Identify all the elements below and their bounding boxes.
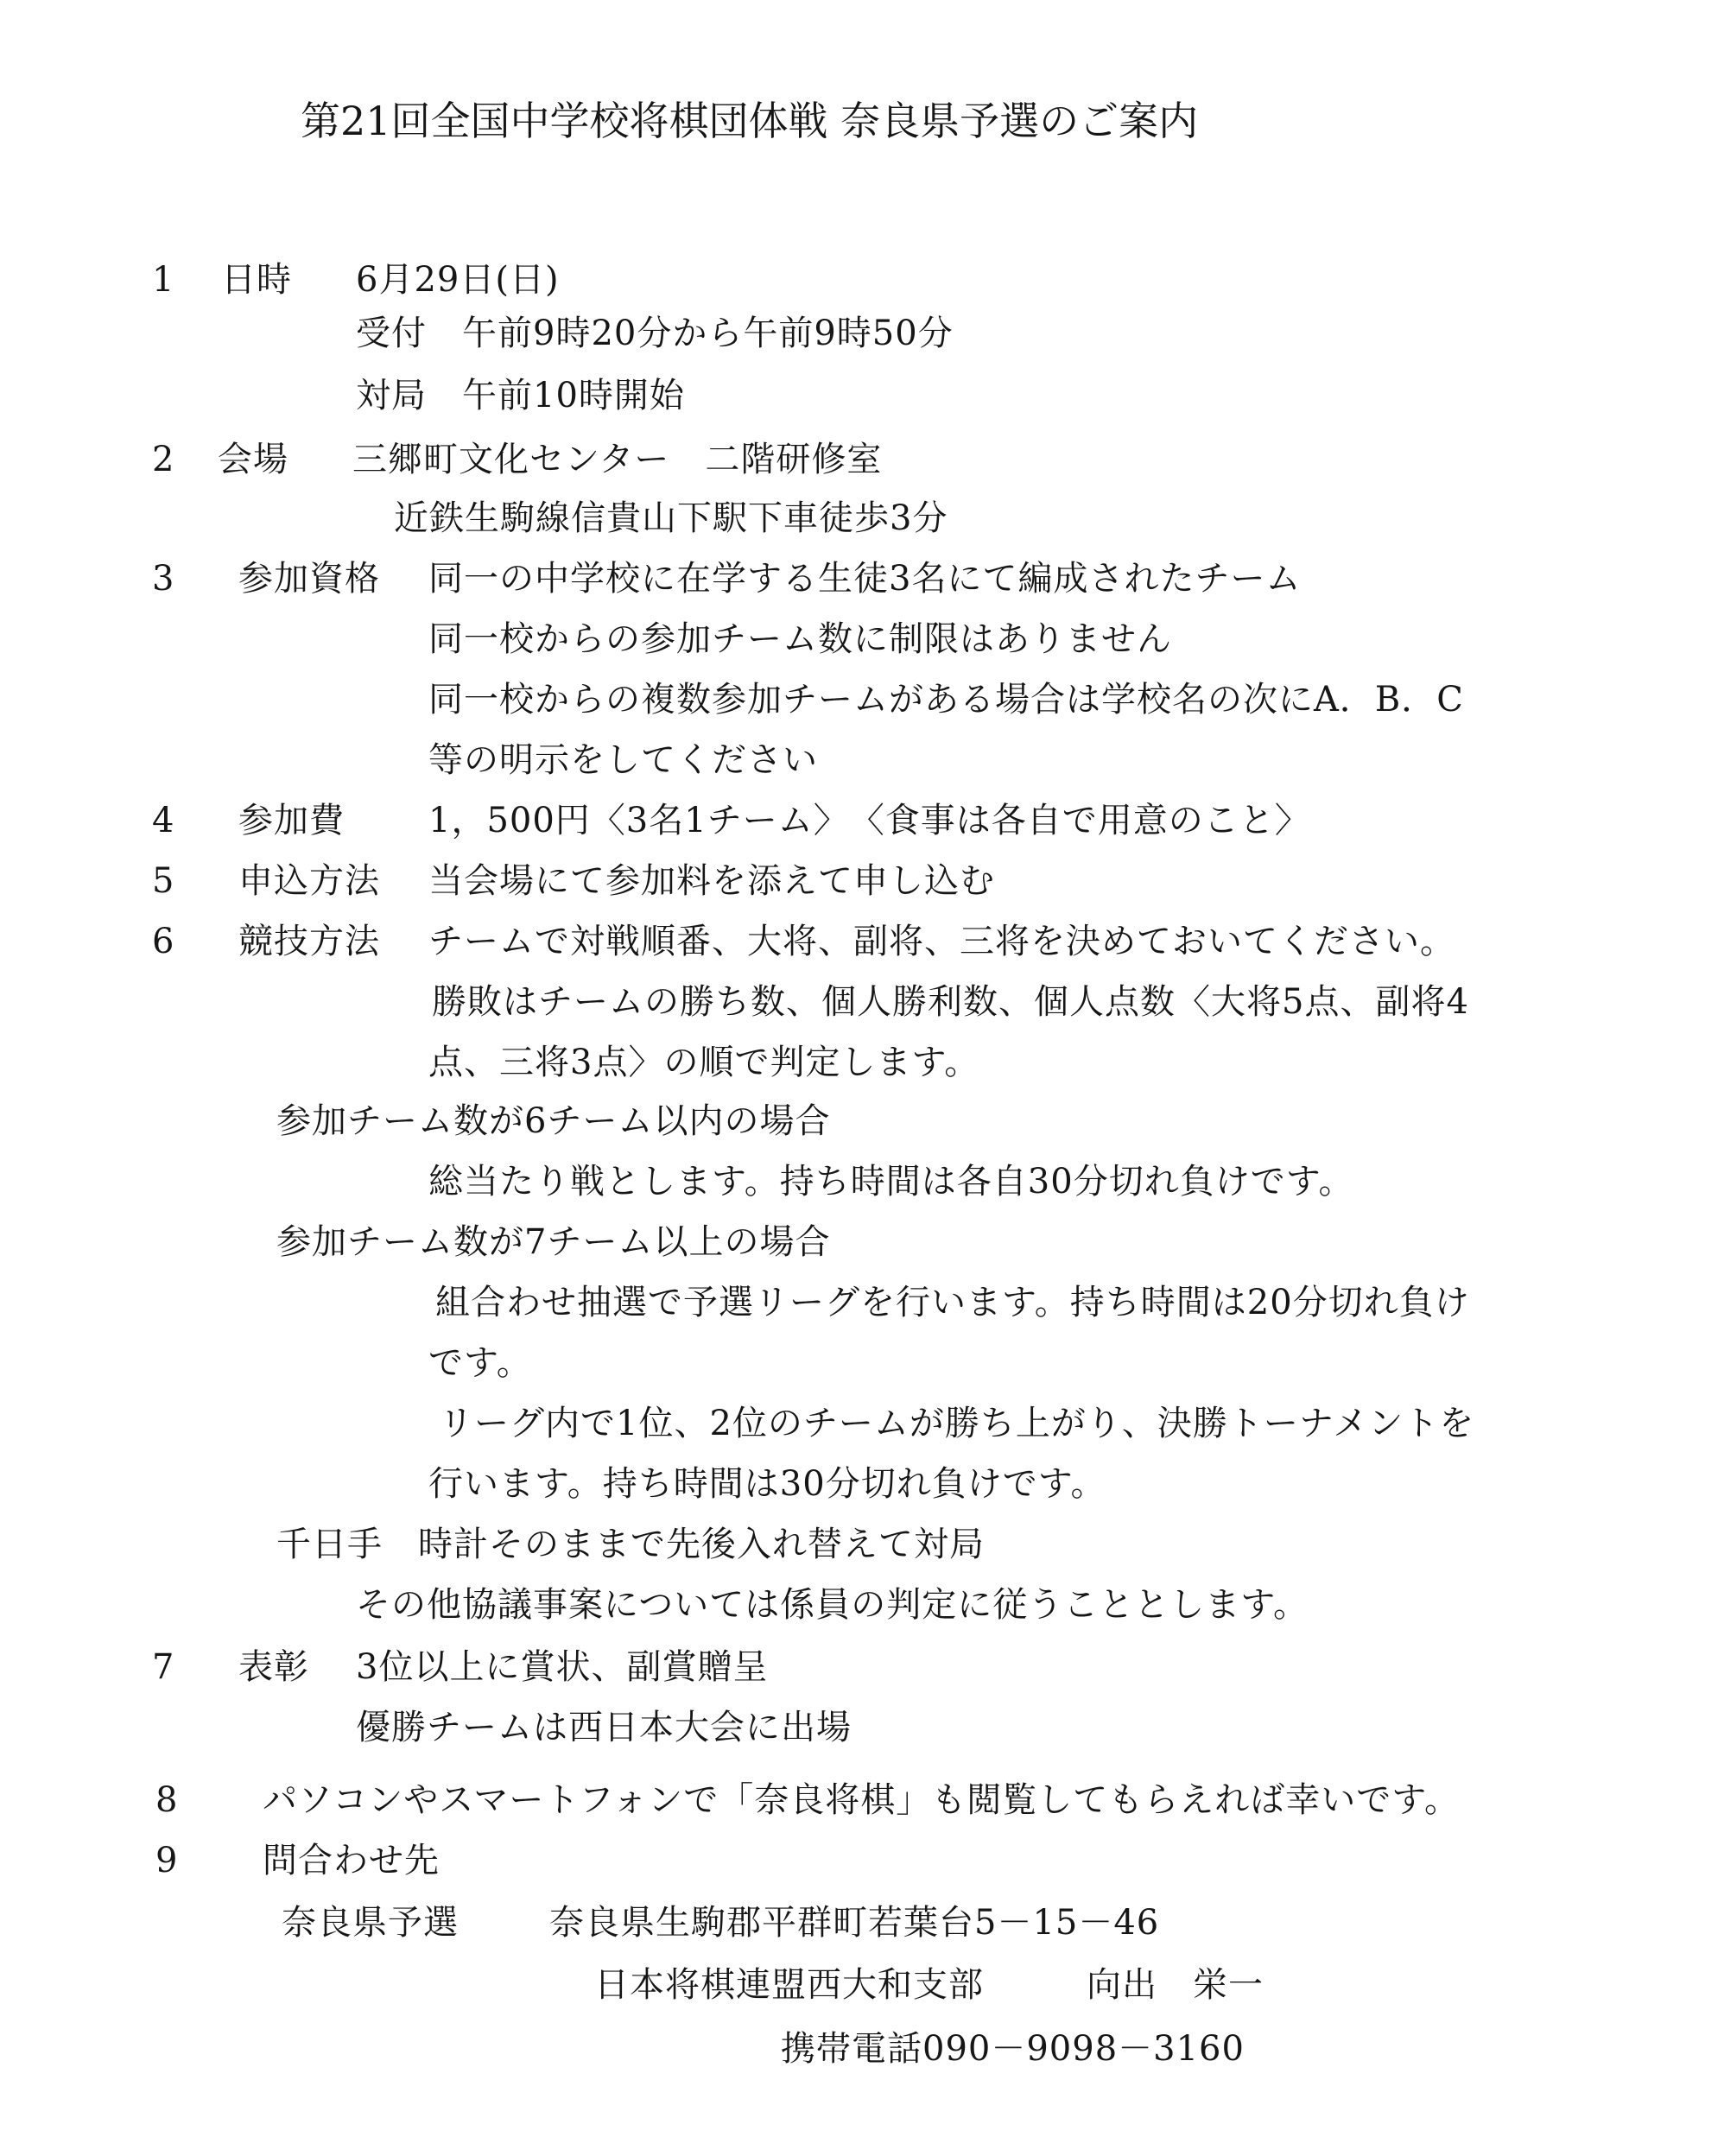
item-6-case-1-body: 総当たり戦とします。持ち時間は各自30分切れ負けです。: [428, 1162, 1354, 1202]
item-3-label: 参加資格: [238, 559, 380, 599]
item-6-case-2-heading: 参加チーム数が7チーム以上の場合: [276, 1222, 831, 1262]
item-3-line-2: 同一校からの参加チーム数に制限はありません: [428, 619, 1172, 659]
item-1-reception: 受付 午前9時20分から午前9時50分: [356, 314, 954, 353]
item-9-region: 奈良県予選: [282, 1903, 459, 1943]
item-2-number: 2: [152, 440, 175, 479]
item-7-line-2: 優勝チームは西日本大会に出場: [356, 1708, 852, 1747]
item-1-start: 対局 午前10時開始: [356, 376, 685, 415]
item-6-number: 6: [152, 922, 175, 961]
item-2-venue: 三郷町文化センター 二階研修室: [352, 440, 883, 479]
item-7-label: 表彰: [238, 1647, 309, 1687]
item-3-line-4: 等の明示をしてください: [428, 740, 818, 780]
item-6-other: その他協議事案については係員の判定に従うこととします。: [356, 1585, 1309, 1625]
item-6-label: 競技方法: [238, 922, 380, 961]
item-5-text: 当会場にて参加料を添えて申し込む: [428, 861, 995, 901]
item-6-case-1-heading: 参加チーム数が6チーム以内の場合: [276, 1101, 831, 1141]
item-5-label: 申込方法: [238, 861, 380, 901]
item-4-label: 参加費: [238, 801, 345, 840]
item-8-text: パソコンやスマートフォンで「奈良将棋」も閲覧してもらえれば幸いです。: [263, 1780, 1460, 1820]
item-9-organization: 日本将棋連盟西大和支部: [594, 1965, 984, 2005]
item-9-address: 奈良県生駒郡平群町若葉台5－15－46: [549, 1903, 1160, 1943]
item-9-phone: 携帯電話090－9098－3160: [781, 2029, 1245, 2069]
item-7-line-1: 3位以上に賞状、副賞贈呈: [356, 1647, 769, 1687]
item-6-line-2: 勝敗はチームの勝ち数、個人勝利数、個人点数〈大将5点、副将4: [432, 982, 1469, 1022]
item-2-label: 会場: [218, 440, 288, 479]
item-5-number: 5: [152, 861, 175, 901]
item-1-number: 1: [152, 260, 175, 300]
item-6-line-1: チームで対戦順番、大将、副将、三将を決めておいてください。: [428, 922, 1455, 961]
item-3-number: 3: [152, 559, 175, 599]
item-3-line-1: 同一の中学校に在学する生徒3名にて編成されたチーム: [428, 559, 1302, 599]
item-6-sennichite: 千日手 時計そのままで先後入れ替えて対局: [276, 1525, 985, 1564]
item-1-label: 日時: [221, 260, 292, 300]
item-6-case-2-body-3: リーグ内で1位、2位のチームが勝ち上がり、決勝トーナメントを: [439, 1404, 1475, 1443]
item-6-case-2-body-2: です。: [428, 1343, 532, 1383]
item-8-number: 8: [155, 1780, 179, 1820]
item-9-contact-person: 向出 栄一: [1087, 1965, 1264, 2005]
item-7-number: 7: [152, 1647, 175, 1687]
document-title: 第21回全国中学校将棋団体戦 奈良県予選のご案内: [301, 98, 1199, 144]
item-2-access: 近鉄生駒線信貴山下駅下車徒歩3分: [394, 498, 948, 538]
item-3-line-3: 同一校からの複数参加チームがある場合は学校名の次にA．B．C: [428, 680, 1464, 720]
item-9-number: 9: [155, 1841, 179, 1880]
item-9-label: 問合わせ先: [263, 1841, 440, 1880]
item-1-date: 6月29日(日): [356, 260, 560, 300]
item-4-fee: 1，500円〈3名1チーム〉 〈食事は各自で用意のこと〉: [428, 801, 1310, 840]
item-6-case-2-body-4: 行います。持ち時間は30分切れ負けです。: [428, 1464, 1106, 1504]
item-4-number: 4: [152, 801, 175, 840]
item-6-line-3: 点、三将3点〉の順で判定します。: [428, 1043, 980, 1082]
item-6-case-2-body-1: 組合わせ抽選で予選リーグを行います。持ち時間は20分切れ負け: [435, 1283, 1470, 1322]
